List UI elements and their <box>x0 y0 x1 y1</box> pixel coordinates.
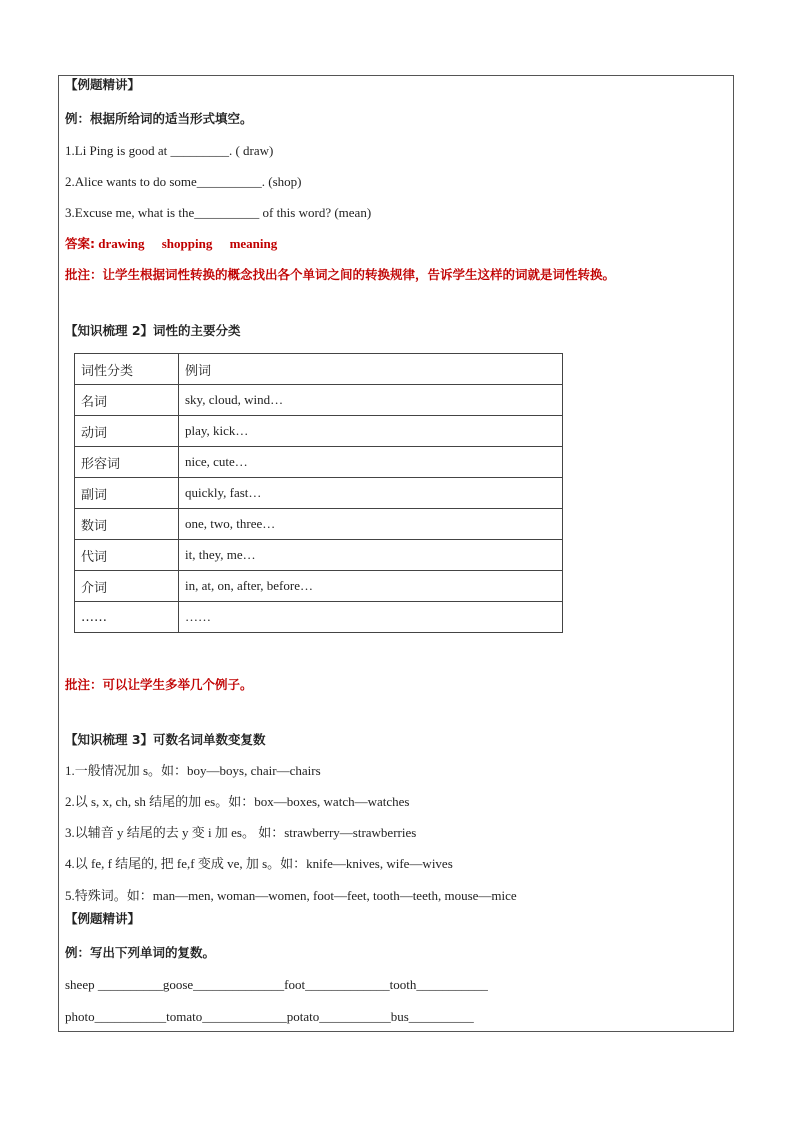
table-cell: 代词 <box>75 540 179 571</box>
table-header-row <box>75 354 563 385</box>
table-row <box>75 509 563 540</box>
table-cell: …… <box>75 602 179 633</box>
table-cell: 动词 <box>75 416 179 447</box>
table-cell: 形容词 <box>75 447 179 478</box>
table-cell: 数词 <box>75 509 179 540</box>
section-3-title: 【知识梳理 3】可数名词单数变复数 <box>65 732 266 747</box>
plural-exercise-line-2: photo___________tomato_____________potato___________bus__________ <box>65 1009 474 1024</box>
rule-item: 5.特殊词。如：man—men, woman—women, foot—feet, tooth—teeth, mouse—mice <box>65 888 517 903</box>
table-cell: it, they, me… <box>179 540 563 571</box>
table-cell: one, two, three… <box>179 509 563 540</box>
question-1: 1.Li Ping is good at _________. ( draw) <box>65 143 274 158</box>
plural-exercise-line-1: sheep __________goose______________foot_____________tooth___________ <box>65 977 488 992</box>
table-cell: sky, cloud, wind… <box>179 385 563 416</box>
table-cell: 介词 <box>75 571 179 602</box>
table-row <box>75 447 563 478</box>
table-row <box>75 602 563 633</box>
note-1: 批注：让学生根据词性转换的概念找出各个单词之间的转换规律，告诉学生这样的词就是词性转换。 <box>65 267 616 282</box>
answer-3: meaning <box>229 236 278 251</box>
table-row <box>75 385 563 416</box>
example-header-1: 【例题精讲】 <box>65 77 141 92</box>
part-of-speech-table <box>74 353 563 633</box>
example-header-2: 【例题精讲】 <box>65 911 141 926</box>
section-2-title: 【知识梳理 2】词性的主要分类 <box>65 323 241 338</box>
table-header-cell: 例词 <box>179 354 563 385</box>
rule-item: 3.以辅音 y 结尾的去 y 变 i 加 es。 如：strawberry—strawberries <box>65 825 417 840</box>
table-row <box>75 478 563 509</box>
table-row <box>75 416 563 447</box>
table-cell: in, at, on, after, before… <box>179 571 563 602</box>
rule-item: 4.以 fe, f 结尾的, 把 fe,f 变成 ve, 加 s。如：knife—knives, wife—wives <box>65 856 453 871</box>
note-2: 批注：可以让学生多举几个例子。 <box>65 677 253 692</box>
table-cell: 名词 <box>75 385 179 416</box>
table-cell: quickly, fast… <box>179 478 563 509</box>
answer-line <box>65 236 277 252</box>
question-2: 2.Alice wants to do some__________. (shop) <box>65 174 302 189</box>
table-cell: …… <box>179 602 563 633</box>
answer-1: drawing <box>98 236 145 251</box>
table-row <box>75 540 563 571</box>
example-prompt-2: 例：写出下列单词的复数。 <box>65 945 216 960</box>
answer-2: shopping <box>161 236 213 251</box>
rule-item: 1.一般情况加 s。如：boy—boys, chair—chairs <box>65 763 321 778</box>
table-cell: 副词 <box>75 478 179 509</box>
example-prompt-1: 例：根据所给词的适当形式填空。 <box>65 111 253 126</box>
table-cell: nice, cute… <box>179 447 563 478</box>
rule-item: 2.以 s, x, ch, sh 结尾的加 es。如：box—boxes, watch—watches <box>65 794 410 809</box>
table-header-cell: 词性分类 <box>75 354 179 385</box>
answer-label: 答案: <box>65 236 95 251</box>
table-row <box>75 571 563 602</box>
table-cell: play, kick… <box>179 416 563 447</box>
question-3: 3.Excuse me, what is the__________ of this word? (mean) <box>65 205 372 220</box>
